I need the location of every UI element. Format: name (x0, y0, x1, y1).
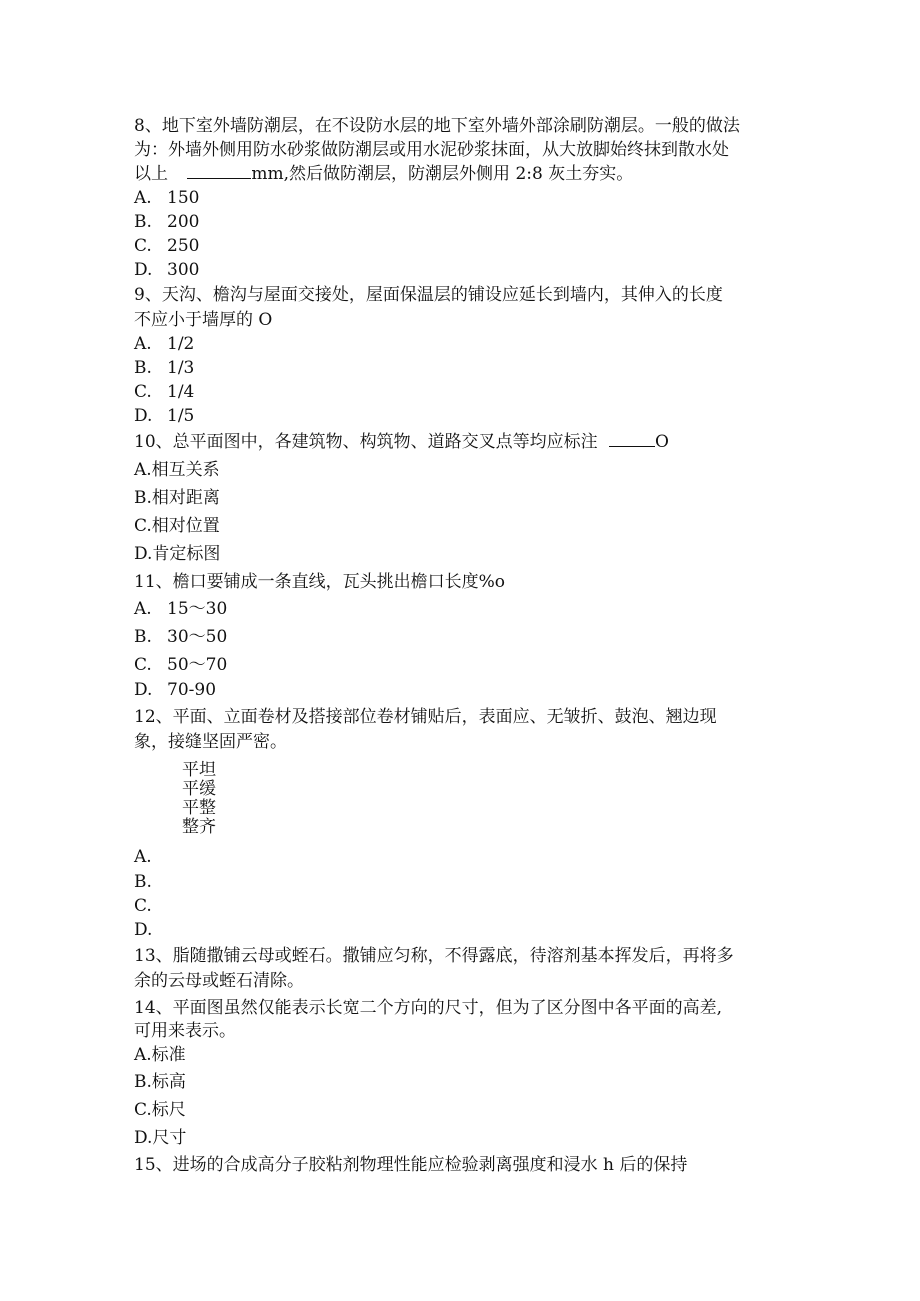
choice-text: 平坦 (182, 760, 216, 780)
question-14-line-1: 14、平面图虽然仅能表示长宽二个方向的尺寸，但为了区分图中各平面的高差, (134, 998, 723, 1018)
answer-blank (187, 164, 251, 179)
question-14-line-2: 可用来表示。 (134, 1021, 236, 1041)
question-12-line-2: 象，接缝坚固严密。 (134, 732, 287, 752)
question-8-line-3 (134, 163, 633, 185)
option-a: A. 1/2 (134, 334, 195, 354)
option-d: D.肯定标图 (134, 544, 221, 564)
option-c: C. 50～70 (134, 655, 228, 675)
option-a: A. 15～30 (134, 599, 228, 619)
option-a: A.相互关系 (134, 460, 220, 480)
option-d: D.尺寸 (134, 1128, 187, 1148)
option-c: C. (134, 896, 152, 916)
answer-blank (609, 432, 655, 447)
question-13-line-2: 余的云母或蛭石清除。 (134, 971, 304, 991)
question-10-line: 10、总平面图中，各建筑物、构筑物、道路交叉点等均应标注 O (134, 432, 669, 452)
option-b: B. 1/3 (134, 358, 195, 378)
choice-text: 平整 (182, 798, 216, 818)
option-d: D. 70-90 (134, 680, 217, 700)
option-d: D. (134, 920, 153, 940)
question-8-line-3-start: 以上 (134, 164, 168, 184)
option-c: C. 250 (134, 236, 200, 256)
question-9-line-1: 9、天沟、檐沟与屋面交接处，屋面保温层的铺设应延长到墙内，其伸入的长度 (134, 285, 723, 305)
option-b: B. (134, 872, 152, 892)
option-b: B. 30～50 (134, 627, 228, 647)
question-12-line-1: 12、平面、立面卷材及搭接部位卷材铺贴后，表面应、无皱折、鼓泡、翘边现 (134, 707, 717, 727)
option-c: C.相对位置 (134, 516, 220, 536)
question-11-line: 11、檐口要铺成一条直线，瓦头挑出檐口长度%o (134, 572, 506, 592)
option-a: A.标准 (134, 1045, 186, 1065)
option-c: C.标尺 (134, 1100, 186, 1120)
question-8-line-2: 为：外墙外侧用防水砂浆做防潮层或用水泥砂浆抹面，从大放脚始终抹到散水处 (134, 140, 729, 160)
question-13-line-1: 13、脂随撒铺云母或蛭石。撒铺应匀称，不得露底，待溶剂基本挥发后，再将多 (134, 946, 734, 966)
option-b: B.相对距离 (134, 488, 220, 508)
option-b: B. 200 (134, 212, 200, 232)
option-b: B.标高 (134, 1072, 186, 1092)
question-15-line: 15、进场的合成高分子胶粘剂物理性能应检验剥离强度和浸水 h 后的保持 (134, 1155, 688, 1175)
question-8-line-3-end: mm,然后做防潮层，防潮层外侧用 2:8 灰土夯实。 (251, 164, 634, 184)
option-c: C. 1/4 (134, 382, 195, 402)
choice-text: 整齐 (182, 817, 216, 837)
option-d: D. 300 (134, 260, 200, 280)
question-8-line-1: 8、地下室外墙防潮层，在不设防水层的地下室外墙外部涂刷防潮层。一般的做法 (134, 116, 740, 136)
option-d: D. 1/5 (134, 406, 195, 426)
option-a: A. 150 (134, 188, 200, 208)
choice-text: 平缓 (182, 779, 216, 799)
question-9-line-2: 不应小于墙厚的 O (134, 310, 273, 330)
option-a: A. (134, 847, 152, 867)
